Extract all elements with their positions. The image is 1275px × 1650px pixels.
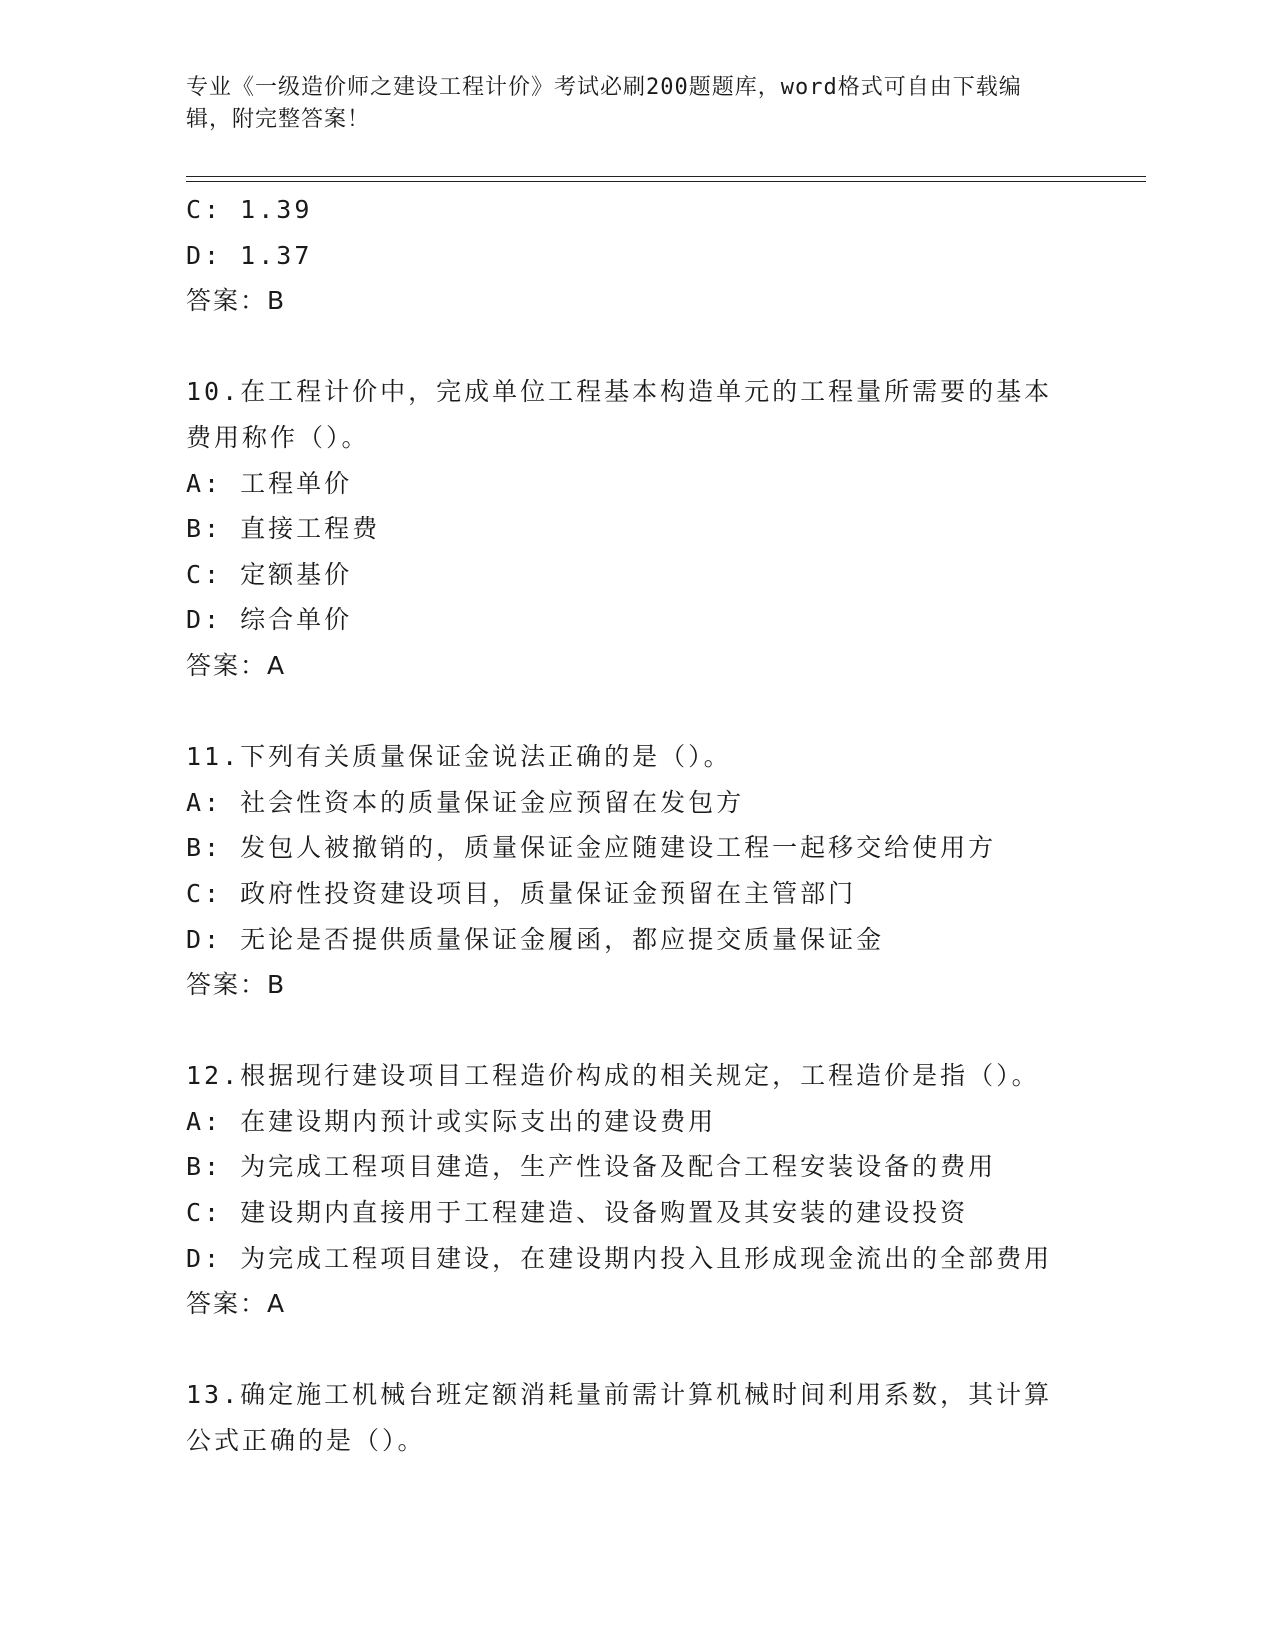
option-a: A: 工程单价 [186,468,353,498]
header-rule-top [186,176,1146,177]
option-d: D: 无论是否提供质量保证金履函，都应提交质量保证金 [186,924,885,954]
option-b: B: 直接工程费 [186,514,381,544]
spacer [186,689,1086,735]
option-b: B: 为完成工程项目建造，生产性设备及配合工程安装设备的费用 [186,1152,997,1182]
option-b: B: 发包人被撤销的，质量保证金应随建设工程一起移交给使用方 [186,833,997,863]
question-list [186,187,1086,1464]
question-stem: 13.确定施工机械台班定额消耗量前需计算机械时间利用系数，其计算公式正确的是（）。 [186,1380,1053,1456]
question-13 [186,1372,1086,1463]
answer-line: 答案：A [186,1289,287,1319]
spacer [186,324,1086,370]
question-11 [186,734,1086,1008]
option-a: A: 社会性资本的质量保证金应预留在发包方 [186,787,745,817]
option-c: C: 定额基价 [186,559,353,589]
question-10 [186,369,1086,688]
option-c: C: 建设期内直接用于工程建造、设备购置及其安装的建设投资 [186,1198,969,1228]
spacer [186,1008,1086,1054]
question-stem: 11.下列有关质量保证金说法正确的是（）。 [186,742,732,772]
spacer [186,1327,1086,1373]
option-d: D: 综合单价 [186,605,353,635]
answer-line: 答案：B [186,286,287,316]
question-12 [186,1053,1086,1327]
document-header: 专业《一级造价师之建设工程计价》考试必刷200题题库，word格式可自由下载编辑，附完整答案！ [186,75,1022,132]
header-rule-bottom [186,181,1146,182]
answer-line: 答案：B [186,970,287,1000]
option-d: D: 1.37 [186,240,313,270]
option-d: D: 为完成工程项目建设，在建设期内投入且形成现金流出的全部费用 [186,1243,1053,1273]
option-c: C: 政府性投资建设项目，质量保证金预留在主管部门 [186,878,857,908]
question-stem: 10.在工程计价中，完成单位工程基本构造单元的工程量所需要的基本费用称作（）。 [186,377,1053,452]
question-stem: 12.根据现行建设项目工程造价构成的相关规定，工程造价是指（）。 [186,1061,1040,1091]
answer-line: 答案：A [186,650,287,680]
option-c: C: 1.39 [186,195,313,224]
carryover-block [186,187,1086,324]
option-a: A: 在建设期内预计或实际支出的建设费用 [186,1106,717,1136]
